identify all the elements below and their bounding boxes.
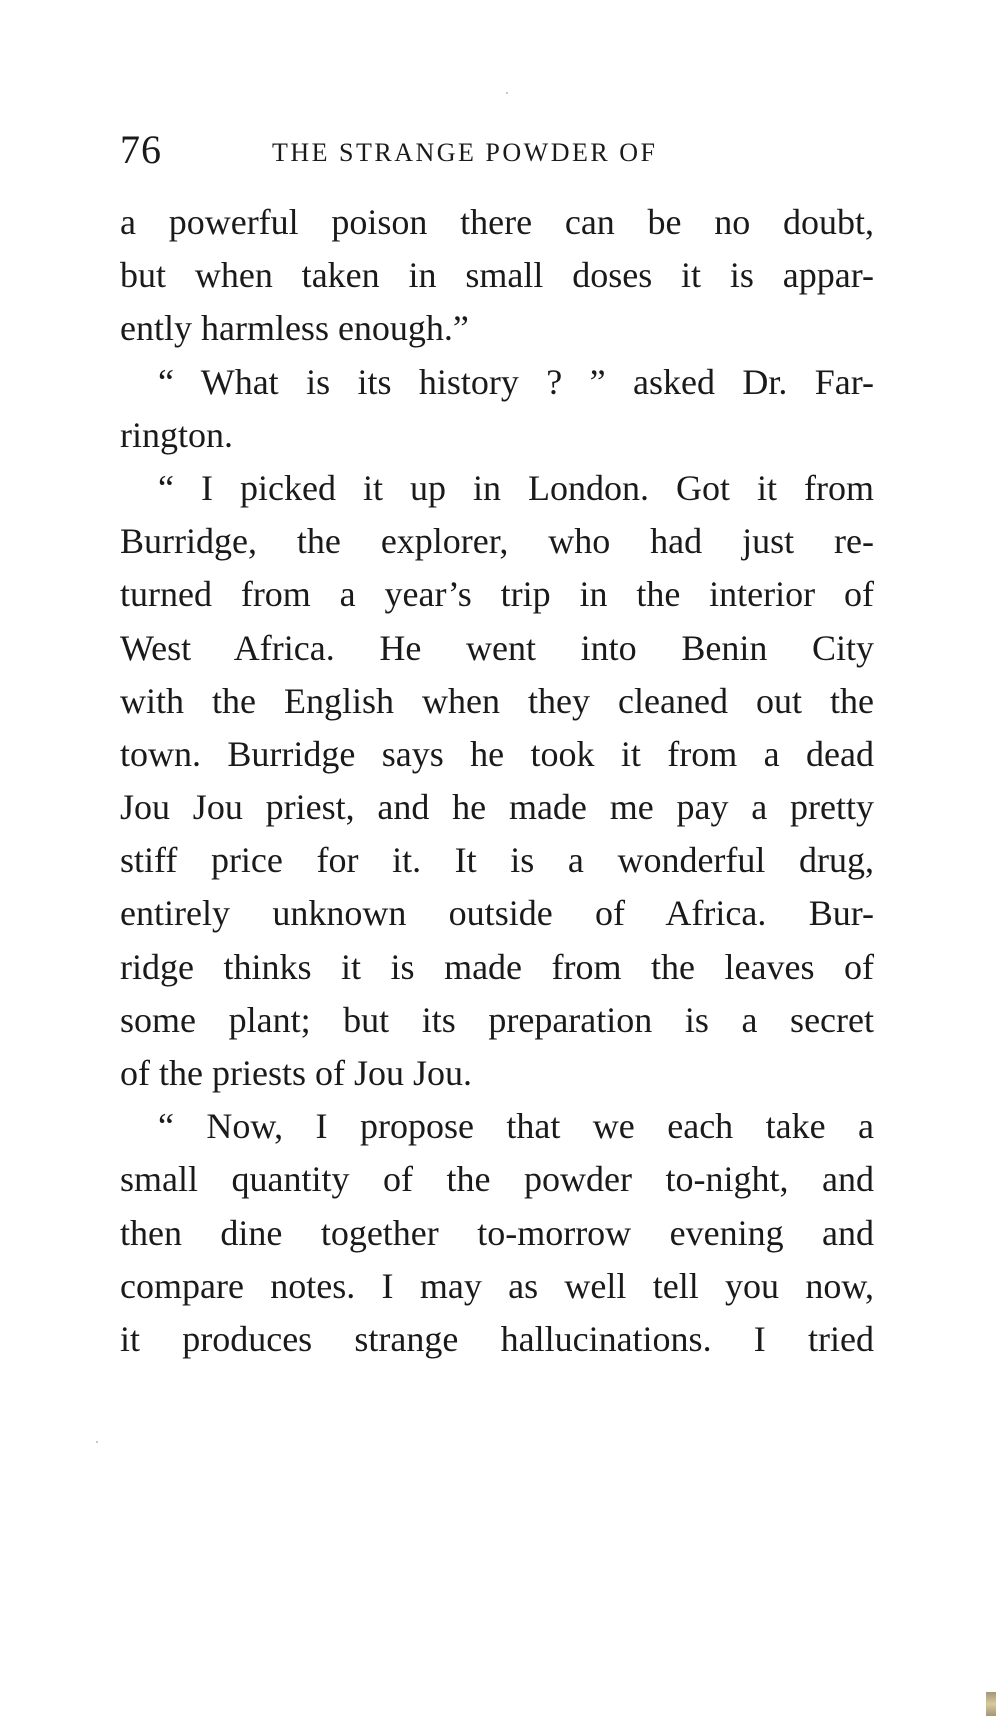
text-line: “ I picked it up in London. Got it from bbox=[158, 467, 874, 508]
text-line: turned from a year’s trip in the interior of bbox=[120, 574, 874, 615]
text-line: rington. bbox=[120, 414, 233, 455]
text-line: ently harmless enough.” bbox=[120, 308, 469, 349]
text-line: some plant; but its preparation is a secret bbox=[120, 999, 874, 1040]
text-line: of the priests of Jou Jou. bbox=[120, 1053, 472, 1093]
running-head bbox=[120, 127, 940, 180]
text-line: with the English when they cleaned out the bbox=[120, 680, 874, 721]
text-line: town. Burridge says he took it from a dead bbox=[120, 733, 874, 774]
text-line: ridge thinks it is made from the leaves of bbox=[120, 946, 874, 987]
body-text bbox=[120, 196, 874, 1366]
text-line: stiff price for it. It is a wonderful drug, bbox=[120, 840, 874, 881]
text-line: Jou Jou priest, and he made me pay a pretty bbox=[120, 787, 874, 828]
paper-speck bbox=[96, 1441, 98, 1443]
text-line: small quantity of the powder to-night, and bbox=[120, 1159, 874, 1200]
running-title: THE STRANGE POWDER OF bbox=[272, 138, 658, 167]
text-line: “ What is its history ? ” asked Dr. Far- bbox=[158, 361, 874, 402]
text-line: it produces strange hallucinations. I tried bbox=[120, 1318, 874, 1359]
paper-speck bbox=[506, 92, 508, 94]
text-line: a powerful poison there can be no doubt, bbox=[120, 202, 874, 242]
text-line: Burridge, the explorer, who had just re- bbox=[120, 521, 874, 562]
page-edge-mark bbox=[986, 1692, 996, 1716]
text-line: but when taken in small doses it is appar- bbox=[120, 255, 874, 296]
text-line: then dine together to-morrow evening and bbox=[120, 1212, 874, 1253]
text-line: compare notes. I may as well tell you now, bbox=[120, 1265, 874, 1306]
text-line: West Africa. He went into Benin City bbox=[120, 627, 874, 668]
text-line: entirely unknown outside of Africa. Bur- bbox=[120, 893, 874, 934]
text-line: “ Now, I propose that we each take a bbox=[158, 1106, 874, 1147]
page-number: 76 bbox=[120, 127, 162, 172]
